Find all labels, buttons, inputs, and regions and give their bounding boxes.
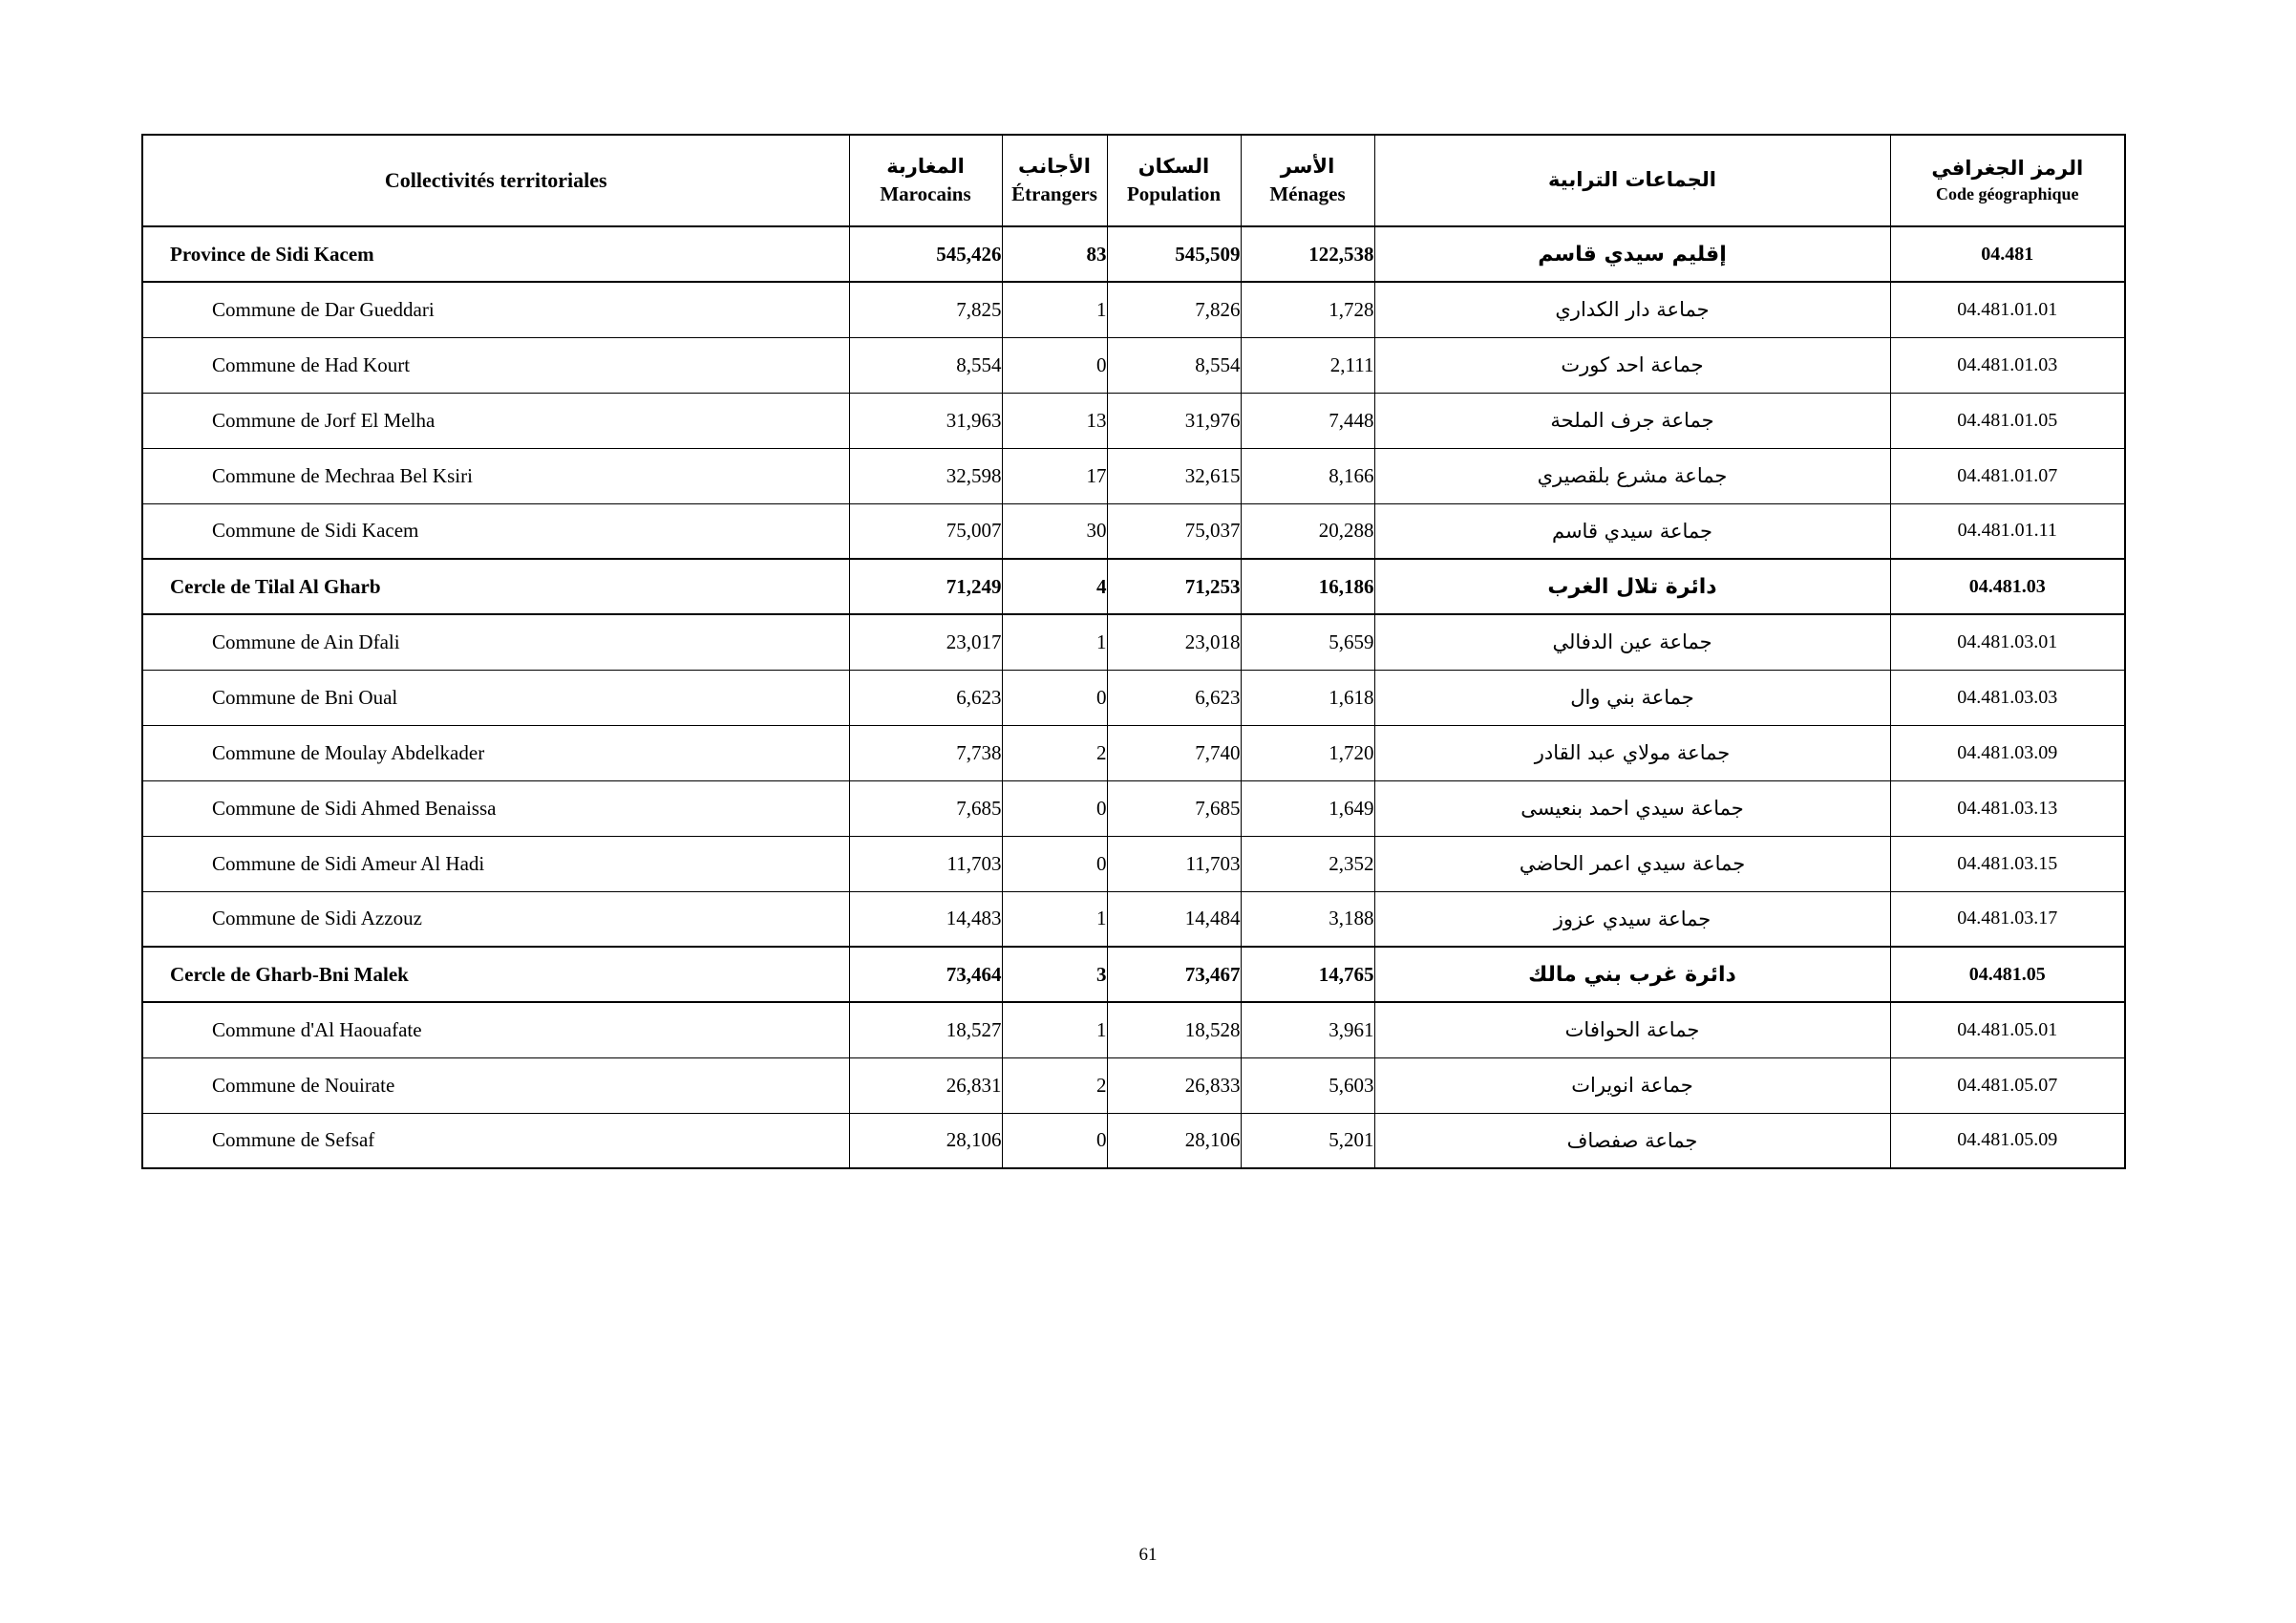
header-marocains-arabic: المغاربة <box>886 155 965 179</box>
cell-marocains: 28,106 <box>849 1113 1002 1168</box>
cell-arabic-name: جماعة مولاي عبد القادر <box>1374 725 1890 780</box>
cell-etrangers: 0 <box>1002 670 1107 725</box>
cell-marocains: 71,249 <box>849 559 1002 614</box>
header-marocains <box>849 135 1002 226</box>
table-row <box>142 670 2125 725</box>
cell-etrangers: 0 <box>1002 1113 1107 1168</box>
cell-arabic-name: دائرة غرب بني مالك <box>1374 947 1890 1002</box>
cell-etrangers: 4 <box>1002 559 1107 614</box>
cell-marocains: 18,527 <box>849 1002 1002 1057</box>
cell-code-geographique: 04.481.05 <box>1890 947 2125 1002</box>
cell-etrangers: 30 <box>1002 503 1107 559</box>
cell-menages: 8,166 <box>1241 448 1374 503</box>
cell-menages: 16,186 <box>1241 559 1374 614</box>
header-collectivites-territoriales: Collectivités territoriales <box>142 135 849 226</box>
table-row <box>142 503 2125 559</box>
cell-marocains: 75,007 <box>849 503 1002 559</box>
cell-population: 31,976 <box>1107 393 1241 448</box>
cell-population: 6,623 <box>1107 670 1241 725</box>
header-collectivites-arabic-text: الجماعات الترابية <box>1548 167 1716 191</box>
cell-menages: 5,603 <box>1241 1057 1374 1113</box>
cell-marocains: 8,554 <box>849 337 1002 393</box>
header-population-french: Population <box>1126 182 1222 205</box>
table-row <box>142 614 2125 670</box>
cell-code-geographique: 04.481 <box>1890 226 2125 282</box>
cell-menages: 122,538 <box>1241 226 1374 282</box>
cell-menages: 14,765 <box>1241 947 1374 1002</box>
cell-marocains: 545,426 <box>849 226 1002 282</box>
header-code-geographique <box>1890 135 2125 226</box>
cell-etrangers: 2 <box>1002 1057 1107 1113</box>
header-menages <box>1241 135 1374 226</box>
cell-code-geographique: 04.481.05.07 <box>1890 1057 2125 1113</box>
cell-code-geographique: 04.481.01.05 <box>1890 393 2125 448</box>
cell-libelle: Commune de Sefsaf <box>142 1113 849 1168</box>
cell-libelle: Commune de Sidi Azzouz <box>142 891 849 947</box>
cell-menages: 1,618 <box>1241 670 1374 725</box>
table-row <box>142 337 2125 393</box>
cell-arabic-name: دائرة تلال الغرب <box>1374 559 1890 614</box>
cell-libelle: Commune de Bni Oual <box>142 670 849 725</box>
cell-code-geographique: 04.481.03.01 <box>1890 614 2125 670</box>
header-population <box>1107 135 1241 226</box>
cell-etrangers: 0 <box>1002 836 1107 891</box>
cell-code-geographique: 04.481.03.13 <box>1890 780 2125 836</box>
cell-etrangers: 83 <box>1002 226 1107 282</box>
cell-menages: 1,649 <box>1241 780 1374 836</box>
cell-libelle: Cercle de Gharb-Bni Malek <box>142 947 849 1002</box>
cell-menages: 1,728 <box>1241 282 1374 337</box>
header-etrangers <box>1002 135 1107 226</box>
cell-arabic-name: جماعة سيدي عزوز <box>1374 891 1890 947</box>
cell-code-geographique: 04.481.01.11 <box>1890 503 2125 559</box>
cell-etrangers: 17 <box>1002 448 1107 503</box>
cell-population: 7,826 <box>1107 282 1241 337</box>
cell-marocains: 32,598 <box>849 448 1002 503</box>
header-menages-arabic: الأسر <box>1280 155 1335 179</box>
cell-code-geographique: 04.481.01.07 <box>1890 448 2125 503</box>
header-row <box>142 135 2125 226</box>
table-row <box>142 448 2125 503</box>
cell-marocains: 6,623 <box>849 670 1002 725</box>
cell-arabic-name: جماعة دار الكداري <box>1374 282 1890 337</box>
cell-etrangers: 0 <box>1002 337 1107 393</box>
cell-etrangers: 1 <box>1002 891 1107 947</box>
cell-libelle: Commune de Sidi Ameur Al Hadi <box>142 836 849 891</box>
cell-libelle: Commune de Dar Gueddari <box>142 282 849 337</box>
cell-arabic-name: جماعة الحوافات <box>1374 1002 1890 1057</box>
table-row <box>142 780 2125 836</box>
table-header <box>142 135 2125 226</box>
cell-code-geographique: 04.481.01.01 <box>1890 282 2125 337</box>
cell-marocains: 73,464 <box>849 947 1002 1002</box>
header-collectivites-arabic <box>1374 135 1890 226</box>
cell-arabic-name: جماعة احد كورت <box>1374 337 1890 393</box>
table-row <box>142 1057 2125 1113</box>
cell-code-geographique: 04.481.03.17 <box>1890 891 2125 947</box>
header-code-arabic: الرمز الجغرافي <box>1931 157 2084 181</box>
cell-menages: 5,201 <box>1241 1113 1374 1168</box>
table-row <box>142 1113 2125 1168</box>
cell-population: 8,554 <box>1107 337 1241 393</box>
cell-population: 18,528 <box>1107 1002 1241 1057</box>
table-body <box>142 226 2125 1168</box>
table-row <box>142 282 2125 337</box>
cell-arabic-name: جماعة انويرات <box>1374 1057 1890 1113</box>
cell-menages: 1,720 <box>1241 725 1374 780</box>
cell-menages: 5,659 <box>1241 614 1374 670</box>
cell-population: 73,467 <box>1107 947 1241 1002</box>
cell-etrangers: 1 <box>1002 282 1107 337</box>
cell-arabic-name: جماعة بني وال <box>1374 670 1890 725</box>
cell-marocains: 11,703 <box>849 836 1002 891</box>
table-row <box>142 226 2125 282</box>
cell-menages: 2,111 <box>1241 337 1374 393</box>
header-population-arabic: السكان <box>1137 155 1210 179</box>
cell-menages: 3,188 <box>1241 891 1374 947</box>
header-etrangers-french: Étrangers <box>1011 182 1097 205</box>
cell-population: 28,106 <box>1107 1113 1241 1168</box>
cell-code-geographique: 04.481.01.03 <box>1890 337 2125 393</box>
cell-arabic-name: إقليم سيدي قاسم <box>1374 226 1890 282</box>
cell-libelle: Commune de Mechraa Bel Ksiri <box>142 448 849 503</box>
header-marocains-french: Marocains <box>880 182 971 205</box>
cell-etrangers: 3 <box>1002 947 1107 1002</box>
cell-population: 7,685 <box>1107 780 1241 836</box>
cell-libelle: Commune de Sidi Ahmed Benaissa <box>142 780 849 836</box>
cell-etrangers: 1 <box>1002 1002 1107 1057</box>
cell-libelle: Commune de Jorf El Melha <box>142 393 849 448</box>
cell-arabic-name: جماعة جرف الملحة <box>1374 393 1890 448</box>
cell-marocains: 23,017 <box>849 614 1002 670</box>
cell-code-geographique: 04.481.05.09 <box>1890 1113 2125 1168</box>
cell-population: 7,740 <box>1107 725 1241 780</box>
cell-marocains: 7,685 <box>849 780 1002 836</box>
cell-arabic-name: جماعة سيدي قاسم <box>1374 503 1890 559</box>
cell-code-geographique: 04.481.03 <box>1890 559 2125 614</box>
cell-arabic-name: جماعة عين الدفالي <box>1374 614 1890 670</box>
cell-libelle: Commune d'Al Haouafate <box>142 1002 849 1057</box>
cell-menages: 2,352 <box>1241 836 1374 891</box>
cell-marocains: 7,738 <box>849 725 1002 780</box>
cell-code-geographique: 04.481.03.15 <box>1890 836 2125 891</box>
census-table <box>141 134 2126 1169</box>
cell-marocains: 26,831 <box>849 1057 1002 1113</box>
cell-etrangers: 13 <box>1002 393 1107 448</box>
cell-code-geographique: 04.481.05.01 <box>1890 1002 2125 1057</box>
cell-arabic-name: جماعة صفصاف <box>1374 1113 1890 1168</box>
cell-code-geographique: 04.481.03.09 <box>1890 725 2125 780</box>
cell-libelle: Commune de Had Kourt <box>142 337 849 393</box>
census-table-container <box>141 134 2124 1169</box>
table-row <box>142 1002 2125 1057</box>
cell-libelle: Commune de Ain Dfali <box>142 614 849 670</box>
table-row <box>142 559 2125 614</box>
cell-menages: 7,448 <box>1241 393 1374 448</box>
cell-code-geographique: 04.481.03.03 <box>1890 670 2125 725</box>
cell-arabic-name: جماعة سيدي اعمر الحاضي <box>1374 836 1890 891</box>
table-row <box>142 891 2125 947</box>
cell-population: 32,615 <box>1107 448 1241 503</box>
cell-arabic-name: جماعة مشرع بلقصيري <box>1374 448 1890 503</box>
cell-etrangers: 1 <box>1002 614 1107 670</box>
header-etrangers-arabic: الأجانب <box>1018 155 1091 179</box>
cell-population: 75,037 <box>1107 503 1241 559</box>
cell-menages: 20,288 <box>1241 503 1374 559</box>
header-code-french: Code géographique <box>1935 183 2079 203</box>
table-row <box>142 393 2125 448</box>
cell-libelle: Commune de Sidi Kacem <box>142 503 849 559</box>
cell-libelle: Province de Sidi Kacem <box>142 226 849 282</box>
cell-libelle: Commune de Nouirate <box>142 1057 849 1113</box>
cell-marocains: 7,825 <box>849 282 1002 337</box>
table-row <box>142 836 2125 891</box>
cell-marocains: 31,963 <box>849 393 1002 448</box>
cell-marocains: 14,483 <box>849 891 1002 947</box>
cell-population: 23,018 <box>1107 614 1241 670</box>
header-menages-french: Ménages <box>1269 182 1346 205</box>
table-row <box>142 947 2125 1002</box>
cell-libelle: Commune de Moulay Abdelkader <box>142 725 849 780</box>
cell-population: 11,703 <box>1107 836 1241 891</box>
cell-etrangers: 2 <box>1002 725 1107 780</box>
table-row <box>142 725 2125 780</box>
cell-etrangers: 0 <box>1002 780 1107 836</box>
cell-menages: 3,961 <box>1241 1002 1374 1057</box>
cell-population: 71,253 <box>1107 559 1241 614</box>
page-number: 61 <box>1138 1545 1158 1565</box>
cell-arabic-name: جماعة سيدي احمد بنعيسى <box>1374 780 1890 836</box>
cell-population: 14,484 <box>1107 891 1241 947</box>
cell-libelle: Cercle de Tilal Al Gharb <box>142 559 849 614</box>
cell-population: 26,833 <box>1107 1057 1241 1113</box>
cell-population: 545,509 <box>1107 226 1241 282</box>
